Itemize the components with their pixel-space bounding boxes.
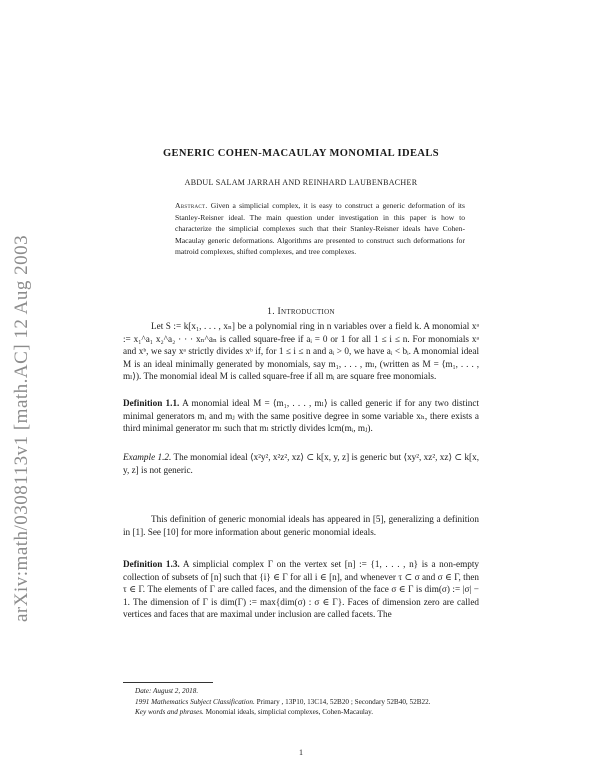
generic-text: This definition of generic monomial ideals has appeared in [5], generalizing a definition in [1]. See [10] for more information about generic monomial ideals. xyxy=(123,514,479,537)
intro-paragraph xyxy=(123,320,479,383)
keywords-text: Monomial ideals, simplicial complexes, Cohen-Macaulay. xyxy=(205,708,374,717)
definition-text: A simplicial complex Γ on the vertex set [n] := {1, . . . , n} is a non-empty collection of subsets of [n] such that {i} ∈ Γ for all i ∈ [n], and whenever τ ⊂ σ and σ ∈ Γ, then τ ∈ Γ. The elements of Γ are called faces, and the dimension of the face σ ∈ Γ is dim(σ) := |σ| − 1. The dimension of Γ is dim(Γ) := max{dim(σ) : σ ∈ Γ}. Faces of dimension zero are called vertices and faces that are maximal under inclusion are called facets. The xyxy=(123,559,479,619)
definition-1-3 xyxy=(123,558,479,621)
arxiv-stamp: arXiv:math/0308113v1 [math.AC] 12 Aug 2003 xyxy=(11,234,32,622)
example-label: Example 1.2. xyxy=(123,452,172,462)
paper-title: GENERIC COHEN-MACAULAY MONOMIAL IDEALS xyxy=(162,148,440,159)
generic-paragraph xyxy=(123,513,479,538)
keywords-label: Key words and phrases. xyxy=(135,708,204,717)
page-number: 1 xyxy=(299,748,303,757)
example-text: The monomial ideal ⟨x²y², x²z², xz⟩ ⊂ k[x, y, z] is generic but ⟨xy², xz², xz⟩ ⊂ k[x, y, z] is not generic. xyxy=(123,452,479,475)
footnotes xyxy=(123,686,479,718)
section-title: 1. Introduction xyxy=(267,307,335,317)
definition-label: Definition 1.3. xyxy=(123,559,180,569)
intro-text: Let S := k[x₁, . . . , xₙ] be a polynomial ring in n variables over a field k. A monomial xᵃ := x₁^a₁ x₂^a₂ · · · xₙ^aₙ is called square-free if aᵢ = 0 or 1 for all 1 ≤ i ≤ n. For monomials xᵃ and xᵇ, we say xᵃ strictly divides xᵇ if, for 1 ≤ i ≤ n and aᵢ > 0, we have aᵢ < bᵢ. A monomial ideal M is an ideal minimally generated by monomials, say m₁, . . . , mₗ, (written as M = ⟨m₁, . . . , mₗ⟩). The monomial ideal M is called square-free if all mᵢ are square free monomials. xyxy=(123,321,479,381)
footnote-date: Date: August 2, 2018. xyxy=(135,687,199,695)
msc-text: Primary , 13P10, 13C14, 52B20 ; Secondary 52B40, 52B22. xyxy=(256,697,431,706)
footnote-msc xyxy=(123,697,479,708)
definition-1-1 xyxy=(123,397,479,435)
definition-label: Definition 1.1. xyxy=(123,398,180,408)
authors: ABDUL SALAM JARRAH AND REINHARD LAUBENBACHER xyxy=(184,178,418,187)
abstract-heading: Abstract. xyxy=(175,201,208,210)
footnote-divider xyxy=(123,682,213,683)
abstract xyxy=(175,200,465,258)
definition-text: A monomial ideal M = ⟨m₁, . . . , mₗ⟩ is called generic if for any two distinct minimal generators mᵢ and mⱼ with the same positive degree in some variable xₕ, there exists a third minimal generator mₗ such that mₗ strictly divides lcm(mᵢ, mⱼ). xyxy=(123,398,480,433)
footnote-keywords xyxy=(123,707,479,718)
msc-label: 1991 Mathematics Subject Classification. xyxy=(135,697,255,706)
example-1-2 xyxy=(123,451,479,476)
abstract-text: Given a simplicial complex, it is easy to construct a generic deformation of its Stanley-Reisner ideal. The main question under investigation in this paper is how to characterize the simplicial complexes such that their Stanley-Reisner ideals have Cohen-Macaulay generic deformations. Algorithms are presented to construct such deformations for matroid complexes, shifted complexes, and tree complexes. xyxy=(175,201,465,257)
